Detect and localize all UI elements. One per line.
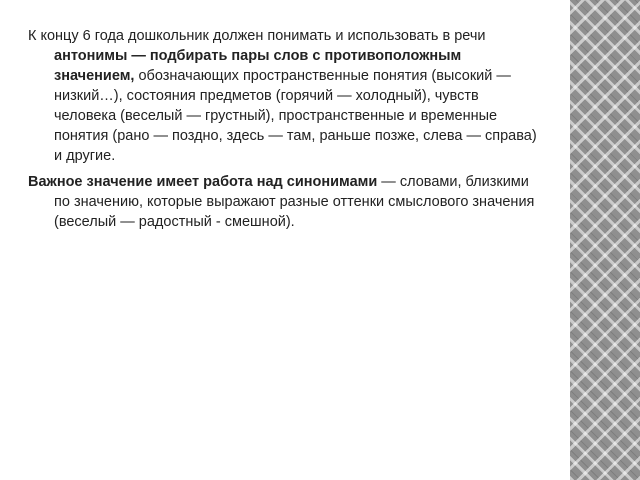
- paragraph-synonyms-bold: Важное значение имеет работа над синонимами: [28, 174, 378, 190]
- decorative-pattern-strip: [570, 0, 640, 480]
- slide-content: [28, 26, 544, 238]
- paragraph-synonyms-rest: — словами, близкими по значению, которые выражают разные оттенки смыслового значения (веселый — радостный - смешной).: [54, 174, 535, 230]
- paragraph-antonyms: [28, 26, 544, 166]
- paragraph-antonyms-intro: К концу 6 года дошкольник должен понимать и использовать в речи: [28, 28, 486, 44]
- paragraph-synonyms: [28, 172, 544, 232]
- paragraph-antonyms-rest: обозначающих пространственные понятия (высокий — низкий…), состояния предметов (горячий — холодный), чувств человека (веселый — грустный), пространственные и временные понятия (рано — поздно, здесь — там, раньше позже, слева — справа) и другие.: [54, 68, 537, 164]
- paragraph-antonyms-bold: антонимы — подбирать пары слов с противоположным значением,: [54, 48, 462, 84]
